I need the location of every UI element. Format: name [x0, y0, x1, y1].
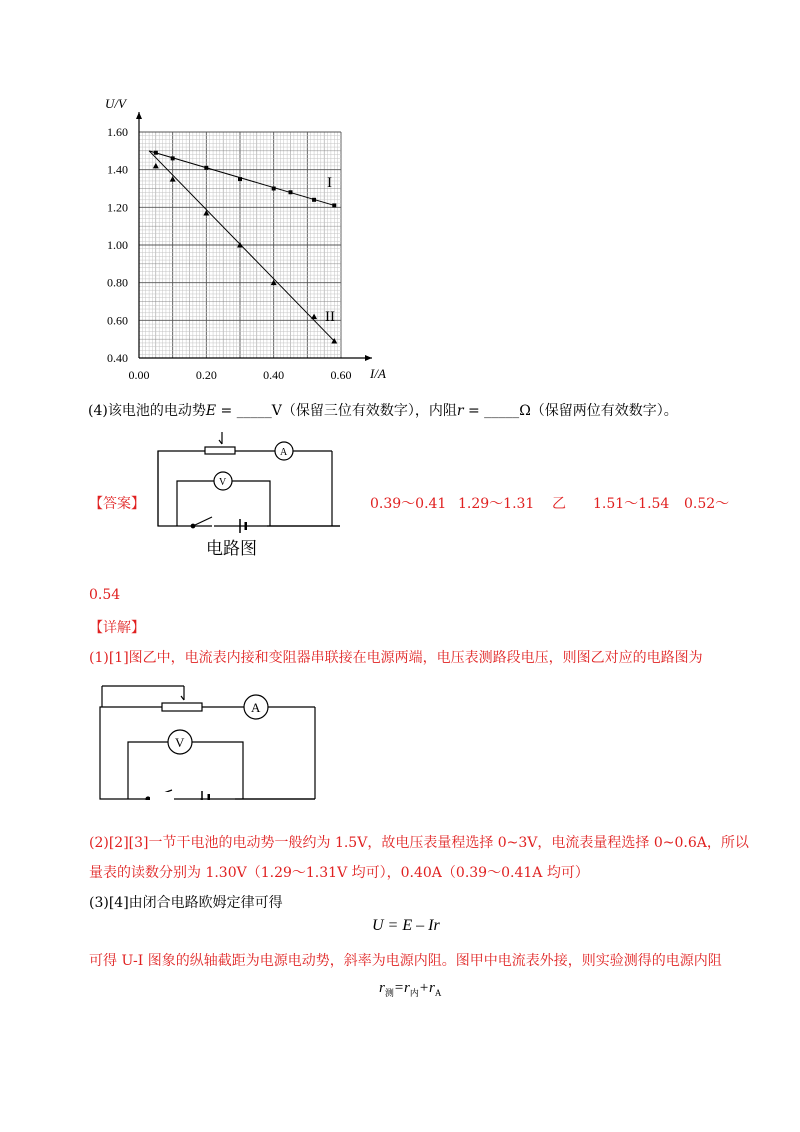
y-tick-label: 0.60: [107, 313, 128, 328]
y-tick-label: 1.40: [107, 162, 128, 177]
formula2-lhs: r: [379, 980, 385, 996]
data-point-square: [312, 198, 316, 202]
q4-blank-2: = _____: [463, 403, 520, 419]
answer-continued: 0.54: [89, 587, 121, 603]
detail-paragraph-2: (2)[2][3]一节干电池的电动势一般约为 1.5V，故电压表量程选择 0~3V，电流表量程选择 0~0.6A，所以: [89, 835, 749, 851]
data-point-square: [154, 151, 158, 155]
switch: [195, 517, 212, 525]
x-axis-label: I/A: [370, 366, 386, 381]
answer-values: [0, 493, 800, 513]
y-tick-label: 1.00: [107, 238, 128, 252]
detail-tag: 【详解】: [89, 620, 145, 636]
ammeter-label: A: [251, 700, 261, 715]
formula-internal-resistance: [379, 980, 441, 999]
y-tick-label: 1.20: [107, 200, 128, 215]
circuit-diagram-detail: [95, 680, 325, 800]
rheostat: [205, 447, 235, 454]
q4-unit-1: V（保留三位有效数字），内阻: [271, 403, 457, 419]
y-tick-label: 0.80: [107, 275, 128, 290]
u-i-graph: [95, 95, 395, 385]
answer-value-3: 乙: [552, 496, 566, 512]
formula2-sub-2: A: [434, 988, 442, 998]
data-point-square: [289, 190, 293, 194]
graph-tick-labels: [107, 125, 352, 382]
y-tick-label: 1.60: [107, 125, 128, 139]
rheostat: [162, 703, 202, 711]
data-point-square: [238, 177, 242, 181]
voltmeter-label: V: [219, 477, 227, 488]
formula2-sub-1: 内: [409, 988, 419, 998]
x-tick-label: 0.20: [195, 368, 217, 382]
q4-unit-2: Ω（保留两位有效数字）。: [519, 403, 678, 419]
x-axis-arrow: [365, 355, 372, 361]
answer-tag: 【答案】: [89, 496, 145, 512]
detail-paragraph-1: (1)[1]图乙中，电流表内接和变阻器串联接在电源两端，电压表测路段电压，则图乙对应的电路图为: [89, 650, 703, 666]
data-point-square: [332, 203, 336, 207]
circuit-caption: 电路图: [206, 539, 257, 558]
formula-ohm-law: U = E – Ir: [372, 917, 440, 934]
q4-eq: =: [216, 403, 237, 419]
question-4: [88, 400, 678, 420]
answer-value-1: 0.39～0.41: [370, 496, 447, 512]
data-point-square: [171, 156, 175, 160]
y-tick-label: 0.40: [107, 351, 128, 365]
x-tick-label: 0.60: [330, 368, 352, 382]
detail-paragraph-4: (3)[4]由闭合电路欧姆定律可得: [89, 895, 283, 911]
answer-value-4: 1.51～1.54: [593, 496, 670, 512]
answer-value-2: 1.29～1.31: [458, 496, 535, 512]
x-tick-label: 0.40: [263, 368, 285, 382]
x-tick-label: 0.00: [128, 368, 150, 382]
y-axis-arrow: [136, 112, 142, 119]
ammeter-label: A: [280, 447, 288, 458]
series-label-i: I: [327, 175, 332, 191]
voltmeter-label: V: [175, 735, 185, 750]
data-point-triangle: [203, 210, 209, 216]
formula2-eq: =r: [393, 980, 410, 996]
formula2-plus: +r: [418, 980, 435, 996]
answer-value-5: 0.52～: [684, 496, 730, 512]
graph-axes: [136, 112, 372, 361]
detail-paragraph-3: 量表的读数分别为 1.30V（1.29～1.31V 均可），0.40A（0.39～0.41A 均可）: [89, 865, 589, 881]
data-point-square: [272, 187, 276, 191]
q4-blank-1: _____: [236, 403, 272, 419]
formula2-lhs-sub: 测: [384, 988, 394, 998]
y-axis-label: U/V: [105, 96, 126, 111]
q4-e-symbol: E: [205, 403, 217, 419]
q4-r-symbol: r: [456, 403, 464, 419]
detail-paragraph-5: 可得 U-I 图象的纵轴截距为电源电动势，斜率为电源内阻。图甲中电流表外接，则实验测得的电源内阻: [89, 953, 722, 969]
data-point-square: [204, 166, 208, 170]
series-label-ii: II: [325, 309, 335, 325]
q4-prefix: (4)该电池的电动势: [88, 403, 206, 419]
